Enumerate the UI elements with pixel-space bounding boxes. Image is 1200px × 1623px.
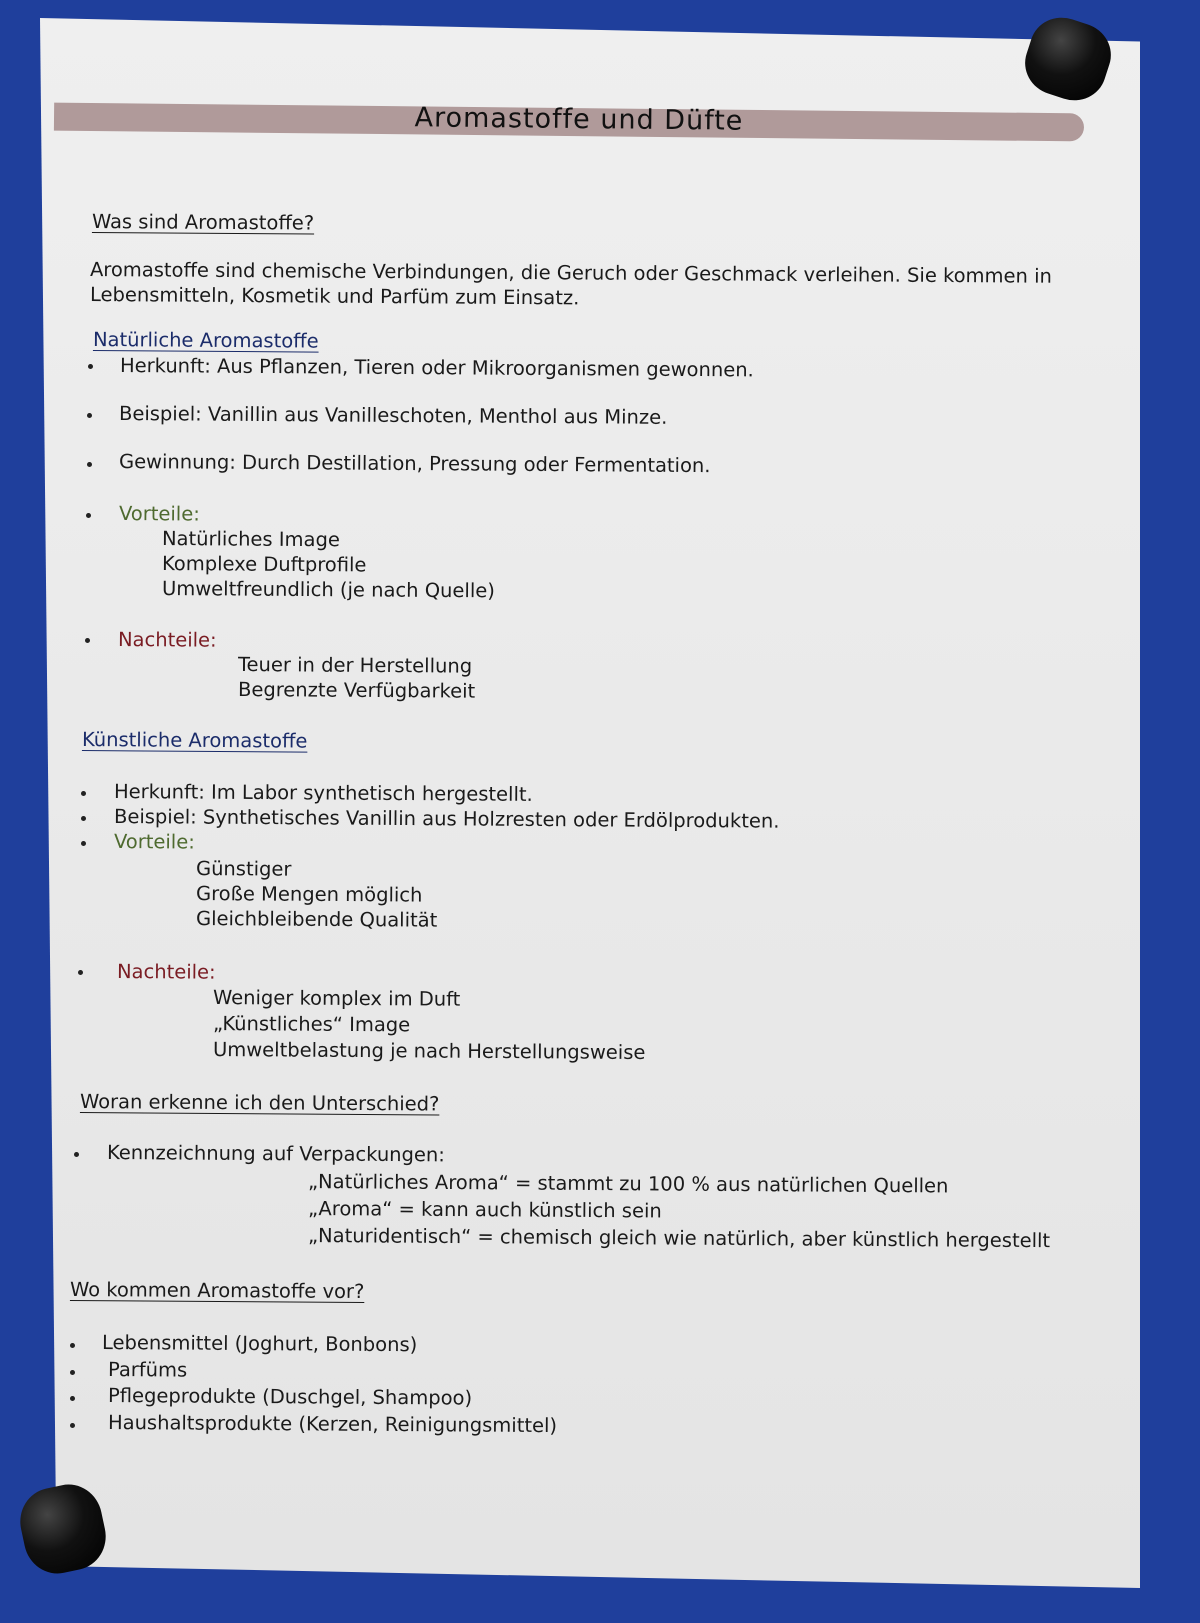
natural-con-item: Begrenzte Verfügbarkeit (237, 678, 476, 703)
bullet (70, 1370, 75, 1375)
artificial-con-item: Umweltbelastung je nach Herstellungsweise (212, 1038, 646, 1065)
artificial-pro-item: Günstiger (195, 857, 292, 881)
heading-was-sind: Was sind Aromastoffe? (91, 210, 315, 235)
intro-line-2: Lebensmitteln, Kosmetik und Parfüm zum Einsatz. (89, 283, 580, 310)
heading-occurrence: Wo kommen Aromastoffe vor? (69, 1278, 365, 1304)
natural-pro-item: Umweltfreundlich (je nach Quelle) (161, 577, 495, 603)
artificial-con-item: Weniger komplex im Duft (212, 986, 461, 1011)
bullet (78, 970, 83, 975)
bullet (74, 1152, 79, 1157)
natural-pro-item: Komplexe Duftprofile (161, 552, 367, 577)
heading-natural: Natürliche Aromastoffe (92, 328, 319, 353)
bullet (70, 1396, 75, 1401)
bullet (87, 462, 92, 467)
occurrence-item: Lebensmittel (Joghurt, Bonbons) (101, 1331, 418, 1357)
artificial-pro-item: Gleichbleibende Qualität (195, 907, 438, 932)
natural-herkunft: Herkunft: Aus Pflanzen, Tieren oder Mikroorganismen gewonnen. (119, 354, 754, 382)
artificial-herkunft: Herkunft: Im Labor synthetisch hergestellt. (113, 780, 533, 806)
bullet (70, 1343, 75, 1348)
heading-artificial: Künstliche Aromastoffe (81, 728, 308, 753)
artificial-pros-label: Vorteile: (113, 830, 195, 854)
difference-item: „Naturidentisch“ = chemisch gleich wie natürlich, aber künstlich hergestellt (307, 1224, 1051, 1253)
bullet (70, 1423, 75, 1428)
artificial-pro-item: Große Mengen möglich (195, 882, 423, 907)
natural-con-item: Teuer in der Herstellung (237, 653, 473, 678)
intro-line-1: Aromastoffe sind chemische Verbindungen, die Geruch oder Geschmack verleihen. Sie kommen in (89, 258, 1053, 288)
artificial-beispiel: Beispiel: Synthetisches Vanillin aus Holzresten oder Erdölprodukten. (113, 805, 780, 833)
heading-difference: Woran erkenne ich den Unterschied? (79, 1090, 440, 1116)
difference-label: Kennzeichnung auf Verpackungen: (106, 1141, 445, 1167)
artificial-cons-label: Nachteile: (116, 960, 216, 984)
natural-beispiel: Beispiel: Vanillin aus Vanilleschoten, Menthol aus Minze. (118, 402, 668, 429)
bullet (87, 413, 92, 418)
bullet (81, 841, 86, 846)
occurrence-item: Parfüms (107, 1358, 188, 1382)
bullet (85, 638, 90, 643)
occurrence-item: Haushaltsprodukte (Kerzen, Reinigungsmittel) (107, 1411, 558, 1438)
difference-item: „Natürliches Aroma“ = stammt zu 100 % aus natürlichen Quellen (307, 1170, 949, 1198)
artificial-con-item: „Künstliches“ Image (212, 1012, 411, 1037)
bullet (88, 364, 93, 369)
natural-gewinnung: Gewinnung: Durch Destillation, Pressung oder Fermentation. (118, 450, 711, 478)
occurrence-item: Pflegeprodukte (Duschgel, Shampoo) (107, 1384, 473, 1410)
natural-pros-label: Vorteile: (118, 502, 200, 526)
page-title: Aromastoffe und Düfte (414, 102, 744, 137)
natural-cons-label: Nachteile: (117, 628, 217, 652)
natural-pro-item: Natürliches Image (161, 527, 340, 552)
bullet (81, 816, 86, 821)
bullet (86, 513, 91, 518)
difference-item: „Aroma“ = kann auch künstlich sein (307, 1197, 662, 1223)
bullet (81, 791, 86, 796)
